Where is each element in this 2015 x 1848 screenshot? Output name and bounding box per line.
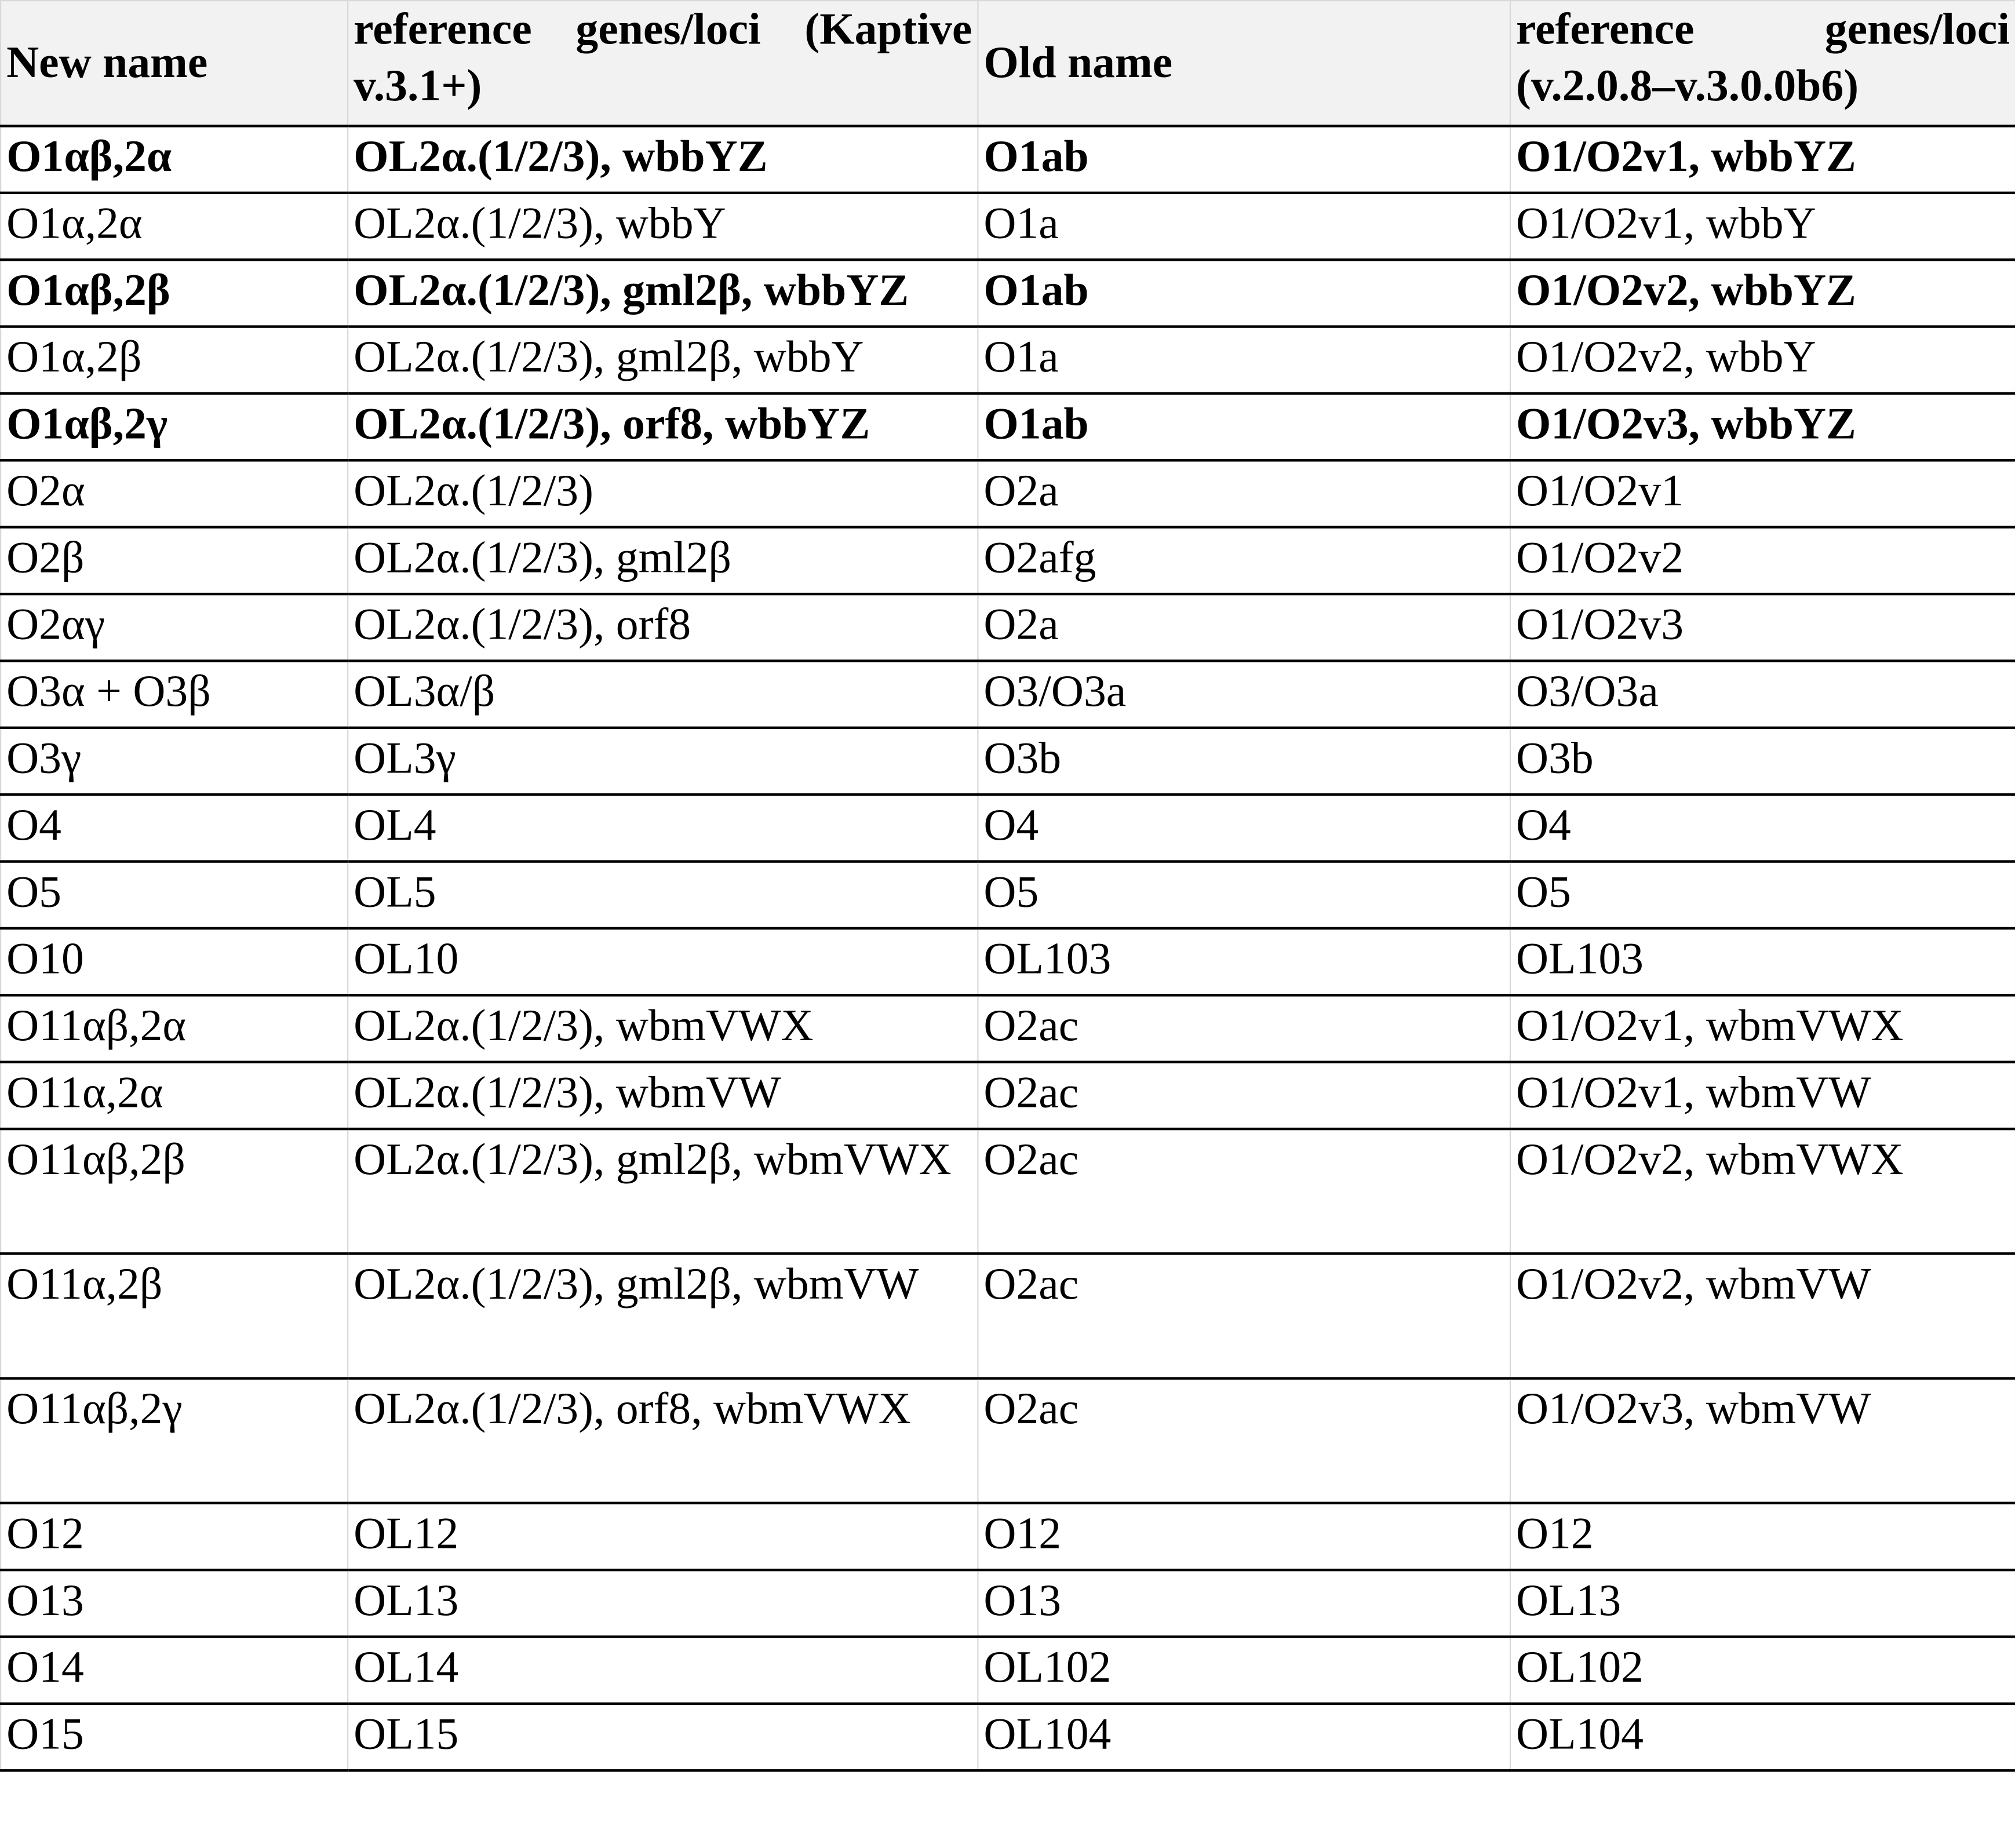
new-name-cell: O11αβ,2β [1,1129,348,1253]
reference-genes-new-cell: OL2α.(1/2/3), gml2β, wbbYZ [348,260,978,326]
table-row [1,1129,2015,1253]
new-name-cell: O1αβ,2α [1,126,348,192]
old-name-cell: O2ac [978,995,1510,1062]
new-name-cell: O14 [1,1637,348,1704]
reference-genes-new-cell: OL12 [348,1503,978,1570]
old-name-cell: O3/O3a [978,661,1510,727]
table-row [1,1503,2015,1570]
old-name-cell: OL104 [978,1704,1510,1770]
new-name-cell: O15 [1,1704,348,1770]
old-name-cell: O2a [978,460,1510,527]
old-name-cell: O2ac [978,1129,1510,1253]
table-row [1,1704,2015,1770]
old-name-cell: O4 [978,794,1510,861]
reference-genes-old-cell: O1/O2v2 [1510,527,2015,594]
old-name-cell: O12 [978,1503,1510,1570]
reference-genes-old-cell: O3b [1510,728,2015,794]
new-name-cell: O1αβ,2γ [1,393,348,460]
table-row [1,661,2015,727]
new-name-cell: O3α + O3β [1,661,348,727]
reference-genes-old-cell: O4 [1510,794,2015,861]
old-name-cell: OL103 [978,928,1510,995]
old-name-cell: O1ab [978,393,1510,460]
table-row [1,1570,2015,1636]
reference-genes-new-cell: OL13 [348,1570,978,1636]
header-reference-genes-old: reference genes/loci (v.2.0.8–v.3.0.0b6) [1510,1,2015,126]
reference-genes-old-cell: O1/O2v2, wbmVWX [1510,1129,2015,1253]
table-row [1,728,2015,794]
new-name-cell: O3γ [1,728,348,794]
header-reference-genes-new: reference genes/loci (Kaptive v.3.1+) [348,1,978,126]
reference-genes-new-cell: OL2α.(1/2/3), wbbYZ [348,126,978,192]
reference-genes-new-cell: OL3α/β [348,661,978,727]
old-name-cell: O2ac [978,1379,1510,1503]
new-name-cell: O2αγ [1,594,348,661]
reference-genes-new-cell: OL14 [348,1637,978,1704]
new-name-cell: O11αβ,2γ [1,1379,348,1503]
reference-genes-old-cell: O1/O2v1 [1510,460,2015,527]
reference-genes-old-cell: O1/O2v3, wbbYZ [1510,393,2015,460]
reference-genes-new-cell: OL2α.(1/2/3), orf8, wbbYZ [348,393,978,460]
reference-genes-old-cell: O3/O3a [1510,661,2015,727]
table-row [1,794,2015,861]
reference-genes-new-cell: OL2α.(1/2/3), wbmVW [348,1062,978,1129]
reference-genes-old-cell: O1/O2v2, wbmVW [1510,1253,2015,1378]
reference-genes-new-cell: OL2α.(1/2/3), orf8, wbmVWX [348,1379,978,1503]
new-name-cell: O1α,2β [1,327,348,393]
reference-genes-new-cell: OL2α.(1/2/3), gml2β, wbbY [348,327,978,393]
reference-genes-old-cell: O5 [1510,862,2015,928]
new-name-cell: O10 [1,928,348,995]
table-row [1,862,2015,928]
old-name-cell: O2afg [978,527,1510,594]
table-row [1,928,2015,995]
reference-genes-new-cell: OL3γ [348,728,978,794]
reference-genes-new-cell: OL2α.(1/2/3) [348,460,978,527]
table-row [1,527,2015,594]
reference-genes-old-cell: O1/O2v1, wbbYZ [1510,126,2015,192]
reference-genes-old-cell: O1/O2v2, wbbY [1510,327,2015,393]
reference-genes-old-cell: OL104 [1510,1704,2015,1770]
header-old-name: Old name [978,1,1510,126]
new-name-cell: O12 [1,1503,348,1570]
old-name-cell: O5 [978,862,1510,928]
reference-genes-new-cell: OL2α.(1/2/3), wbmVWX [348,995,978,1062]
reference-genes-old-cell: O1/O2v1, wbmVW [1510,1062,2015,1129]
reference-genes-old-cell: OL13 [1510,1570,2015,1636]
new-name-cell: O1α,2α [1,193,348,260]
reference-genes-new-cell: OL2α.(1/2/3), gml2β [348,527,978,594]
reference-genes-new-cell: OL2α.(1/2/3), wbbY [348,193,978,260]
reference-genes-new-cell: OL2α.(1/2/3), gml2β, wbmVW [348,1253,978,1378]
new-name-cell: O4 [1,794,348,861]
reference-genes-new-cell: OL2α.(1/2/3), gml2β, wbmVWX [348,1129,978,1253]
table-row [1,1637,2015,1704]
table-row [1,260,2015,326]
reference-genes-old-cell: O1/O2v1, wbmVWX [1510,995,2015,1062]
reference-genes-new-cell: OL5 [348,862,978,928]
new-name-cell: O2α [1,460,348,527]
new-name-cell: O11α,2β [1,1253,348,1378]
new-name-cell: O1αβ,2β [1,260,348,326]
old-name-cell: O1ab [978,260,1510,326]
table-header-row [1,1,2015,126]
table-row [1,1253,2015,1378]
table-row [1,393,2015,460]
table-row [1,126,2015,192]
old-name-cell: OL102 [978,1637,1510,1704]
reference-genes-old-cell: OL102 [1510,1637,2015,1704]
reference-genes-old-cell: O1/O2v3 [1510,594,2015,661]
reference-genes-old-cell: O1/O2v1, wbbY [1510,193,2015,260]
reference-genes-new-cell: OL15 [348,1704,978,1770]
header-new-name: New name [1,1,348,126]
table-row [1,327,2015,393]
old-name-cell: O1a [978,327,1510,393]
new-name-cell: O2β [1,527,348,594]
reference-genes-new-cell: OL10 [348,928,978,995]
old-name-cell: O2ac [978,1253,1510,1378]
new-name-cell: O13 [1,1570,348,1636]
reference-genes-old-cell: O1/O2v3, wbmVW [1510,1379,2015,1503]
table-body [1,126,2015,1770]
table-row [1,594,2015,661]
new-name-cell: O5 [1,862,348,928]
reference-genes-old-cell: O12 [1510,1503,2015,1570]
table-row [1,1379,2015,1503]
old-name-cell: O3b [978,728,1510,794]
new-name-cell: O11αβ,2α [1,995,348,1062]
old-name-cell: O1a [978,193,1510,260]
old-name-cell: O13 [978,1570,1510,1636]
reference-genes-old-cell: O1/O2v2, wbbYZ [1510,260,2015,326]
table-row [1,193,2015,260]
table-row [1,1062,2015,1129]
reference-genes-new-cell: OL4 [348,794,978,861]
old-name-cell: O2a [978,594,1510,661]
old-name-cell: O2ac [978,1062,1510,1129]
reference-genes-new-cell: OL2α.(1/2/3), orf8 [348,594,978,661]
table-row [1,995,2015,1062]
reference-genes-old-cell: OL103 [1510,928,2015,995]
table-row [1,460,2015,527]
new-name-cell: O11α,2α [1,1062,348,1129]
old-name-cell: O1ab [978,126,1510,192]
